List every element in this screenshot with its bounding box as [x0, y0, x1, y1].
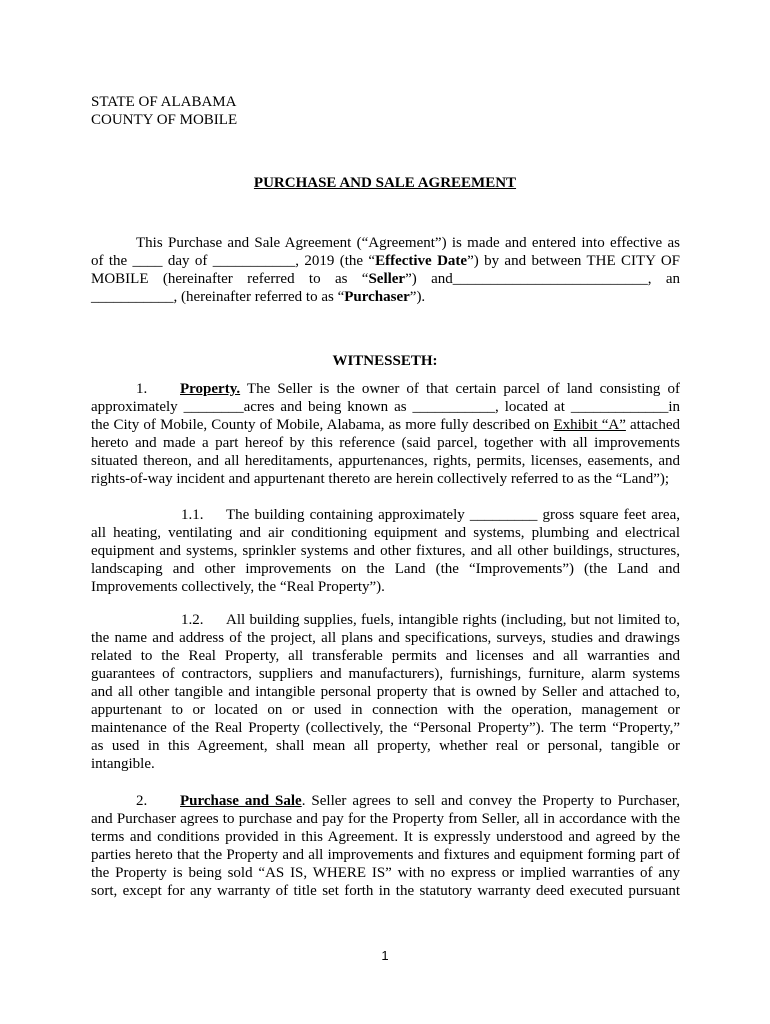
exhibit-a-reference: Exhibit “A”: [553, 417, 626, 433]
document-title: PURCHASE AND SALE AGREEMENT: [253, 175, 517, 191]
section-1-2-personal-property: 1.2. All building supplies, fuels, intangible rights (including, but not limited to, the name and address of the project, all plans and specifications, surveys, studies and drawings related to the Real Property, all transferable permits and licenses and all warranties and guarantees of contractors, suppliers and manufacturers), furnishings, furniture, alarm systems and all other tangible and intangible personal property that is owned by Seller and attached to, appurtenant to or located on or used in connection with the operation, management or maintenance of the Real Property (collectively, the “Personal Property”). The term “Property,” as used in this Agreement, shall mean all property, whether real or personal, tangible or intangible.: [91, 612, 680, 772]
intro-line: ___________, (hereinafter referred to as “Purchaser”).: [91, 289, 426, 305]
witnesseth-heading: WITNESSETH:: [332, 353, 438, 369]
intro-paragraph: [91, 234, 680, 306]
intro-line: This Purchase and Sale Agreement (“Agreement”) is made and entered into effective as: [136, 235, 680, 251]
section-1-property: 1. Property. The Seller is the owner of that certain parcel of land consisting of approximately ________acres and being known as ___________, located at _____________in the City of Mobile, County of Mobile, Alabama, as more fully described on Exhibit “A” attached hereto and made a part hereof by this reference (said parcel, together with all improvements situated thereon, and all hereditaments, appurtenances, rights, permits, licenses, easements, and rights-of-way incident and appurtenant thereto are herein collectively referred to as the “Land”);: [91, 381, 680, 487]
intro-line: of the ____ day of ___________, 2019 (the “Effective Date”) by and between THE CITY OF: [91, 253, 680, 269]
venue-header: [91, 93, 237, 129]
section-number: 1.1.: [181, 507, 204, 523]
county-line: COUNTY OF MOBILE: [91, 112, 238, 128]
section-number: 1.2.: [181, 612, 204, 628]
section-2-purchase-and-sale: 2. Purchase and Sale. Seller agrees to sell and convey the Property to Purchaser, and Purchaser agrees to purchase and pay for the Property from Seller, all in accordance with the terms and conditions provided in this Agreement. It is expressly understood and agreed by the parties hereto that the Property and all improvements and fixtures and equipment forming part of the Property is being sold “AS IS, WHERE IS” with no express or implied warranties of any sort, except for any warranty of title set forth in the statutory warranty deed executed pursuant: [91, 793, 680, 899]
section-heading: Property.: [180, 381, 241, 397]
section-heading: Purchase and Sale: [180, 793, 302, 809]
section-number: 2.: [136, 793, 148, 809]
section-1-1-building: 1.1. The building containing approximately _________ gross square feet area, all heating, ventilating and air conditioning equipment and systems, plumbing and electrical equipment and systems, sprinkler systems and other fixtures, and all other buildings, structures, landscaping and other improvements on the Land (the “Improvements”) (the Land and Improvements collectively, the “Real Property”).: [91, 507, 680, 595]
intro-line: MOBILE (hereinafter referred to as “Seller”) and__________________________, an: [91, 271, 680, 287]
section-number: 1.: [136, 381, 148, 397]
state-line: STATE OF ALABAMA: [91, 94, 237, 110]
page-number: 1: [381, 948, 389, 963]
